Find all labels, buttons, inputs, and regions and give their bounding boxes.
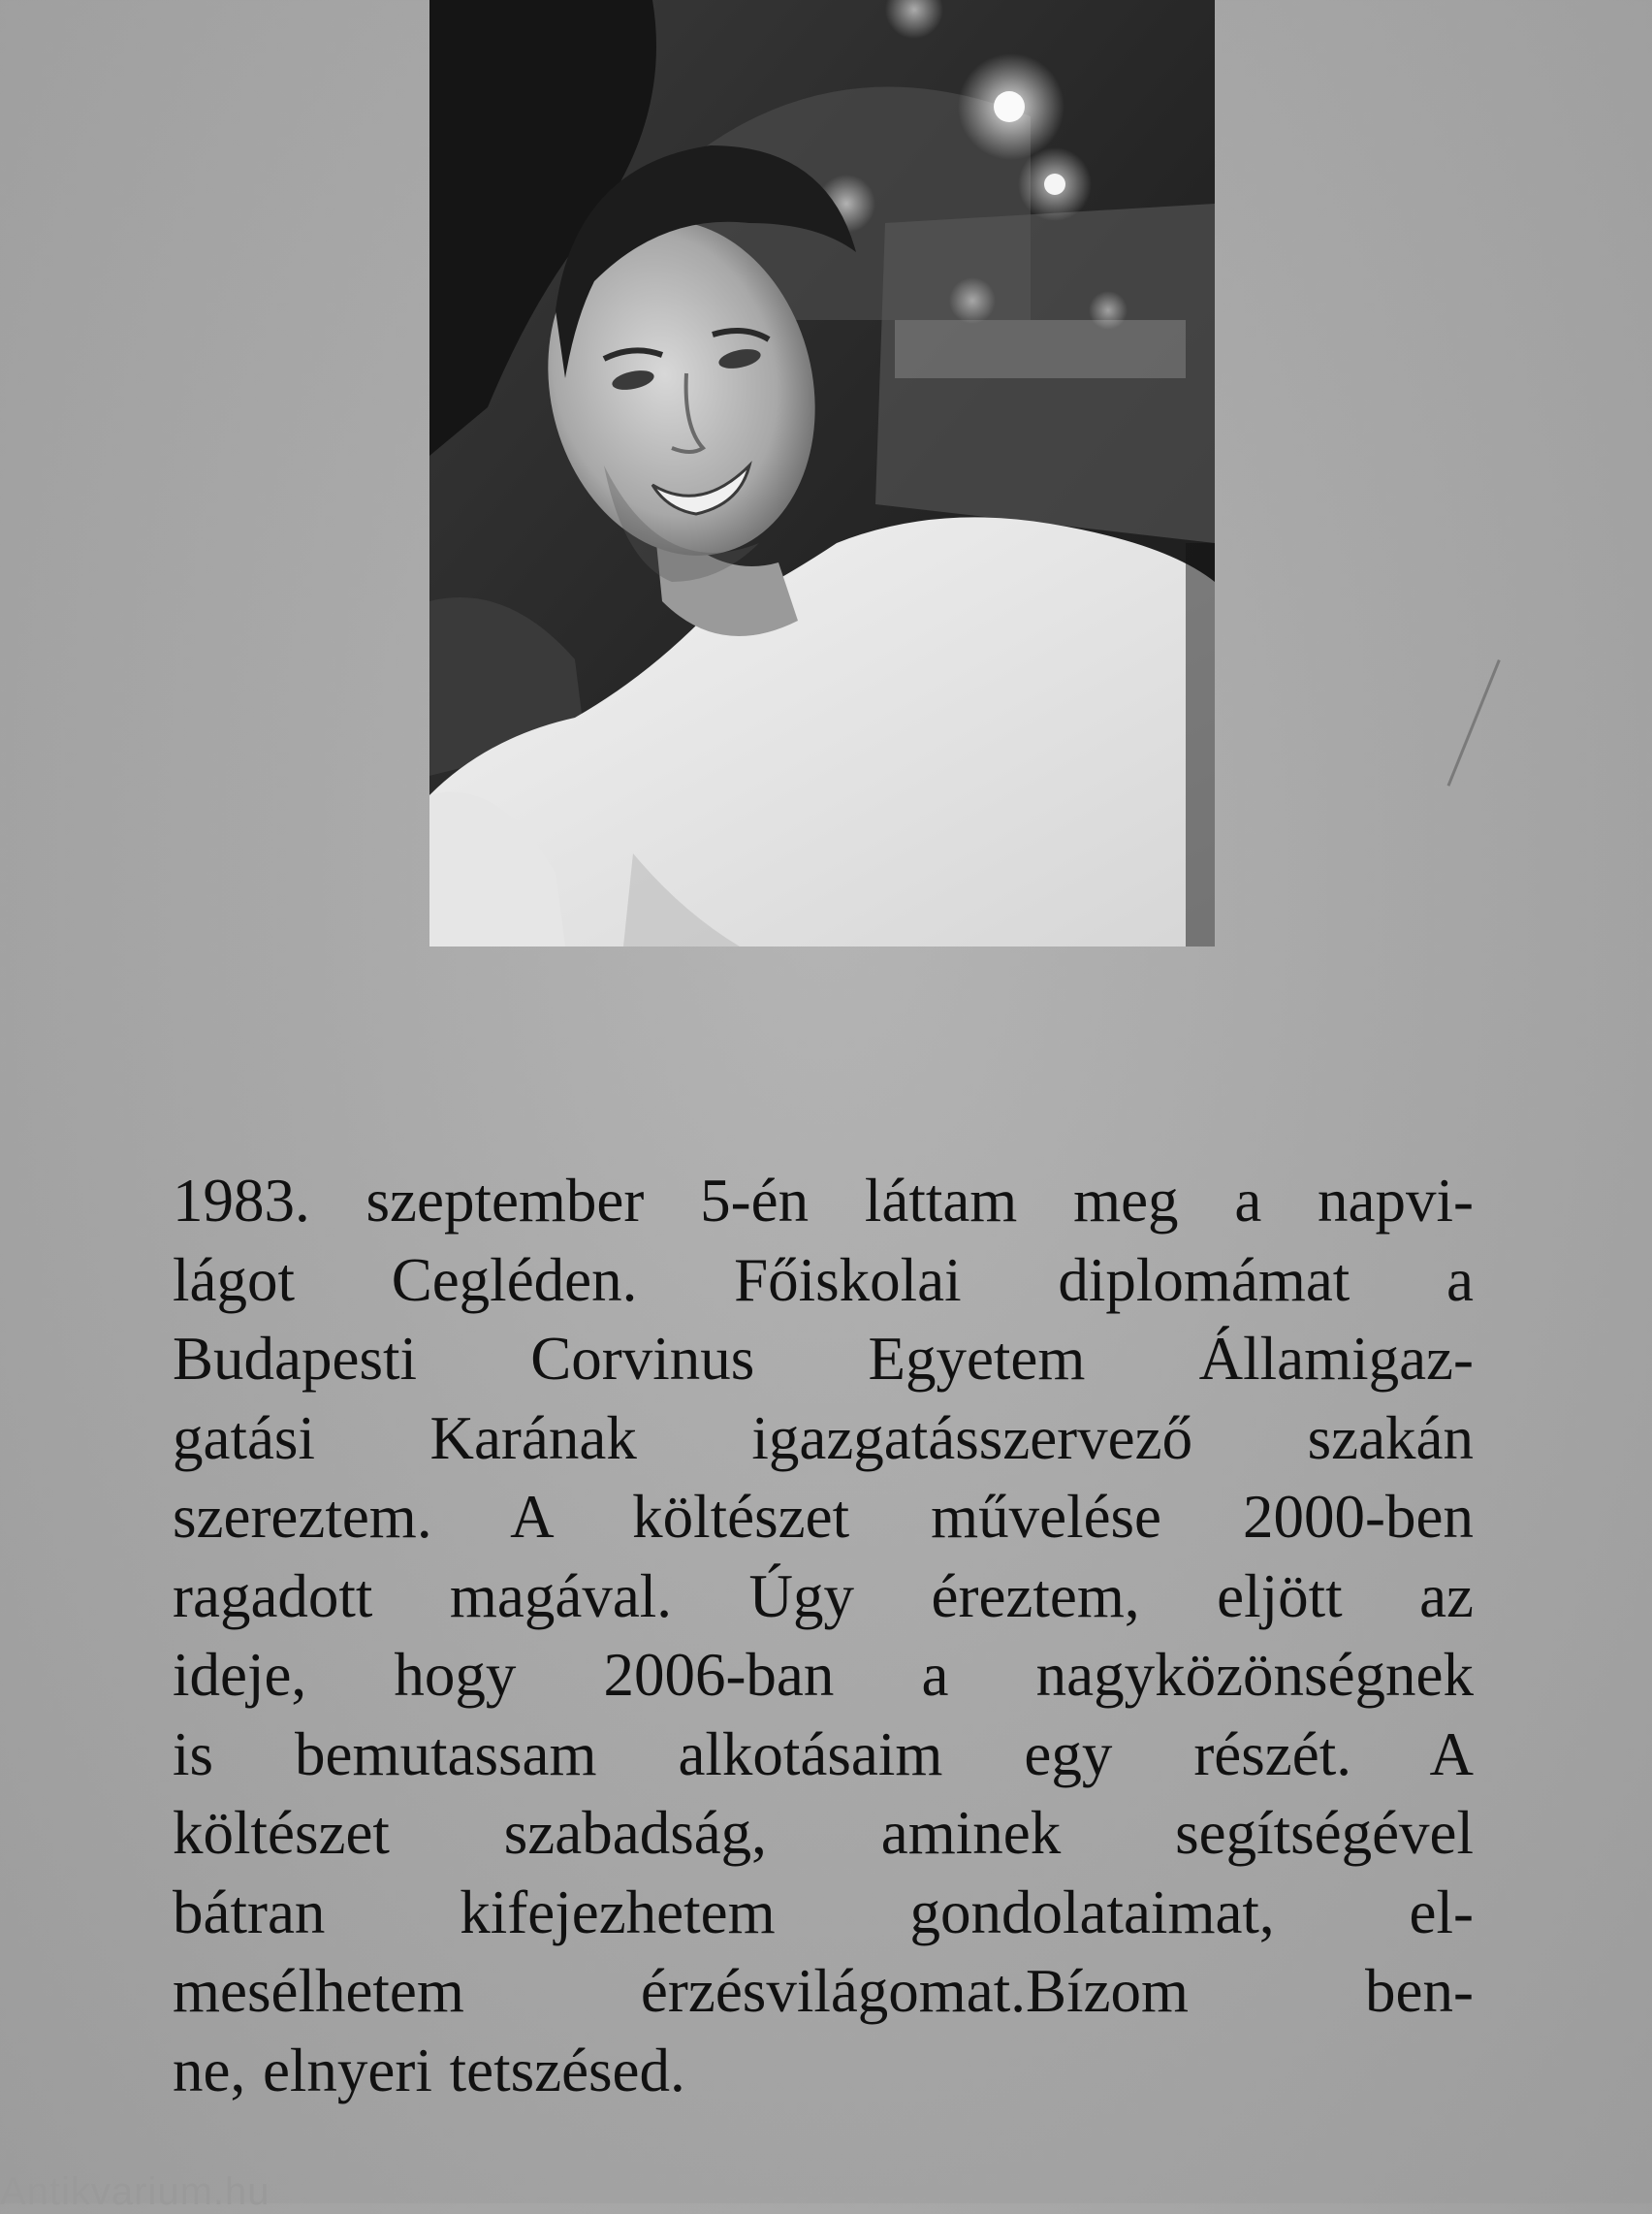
bio-line: ideje, hogy 2006-ban a nagyközönségnek: [173, 1641, 1474, 1709]
watermark: Antikvarium.hu: [0, 2170, 270, 2213]
paper-crease: [1447, 659, 1501, 786]
author-portrait-icon: [429, 0, 1215, 947]
bio-line: Budapesti Corvinus Egyetem Államigaz-: [173, 1325, 1474, 1393]
bio-line: gatási Karának igazgatásszervező szakán: [173, 1403, 1474, 1472]
bio-line: 1983. szeptember 5-én láttam meg a napvi-: [173, 1167, 1474, 1235]
bio-line: ragadott magával. Úgy éreztem, eljött az: [173, 1561, 1474, 1630]
author-photo: [429, 0, 1215, 947]
bio-line: lágot Cegléden. Főiskolai diplomámat a: [173, 1245, 1474, 1314]
bio-line: szereztem. A költészet művelése 2000-ben: [173, 1483, 1474, 1551]
author-biography: [173, 1162, 1474, 2110]
bio-line: költészet szabadság, aminek segítségével: [173, 1799, 1474, 1867]
bio-line: bátran kifejezhetem gondolataimat, el-: [173, 1877, 1474, 1946]
bio-line: is bemutassam alkotásaim egy részét. A: [173, 1719, 1474, 1788]
bio-line: ne, elnyeri tetszésed.: [173, 2036, 685, 2104]
bio-line: mesélhetem érzésvilágomat.Bízom ben-: [173, 1957, 1474, 2025]
